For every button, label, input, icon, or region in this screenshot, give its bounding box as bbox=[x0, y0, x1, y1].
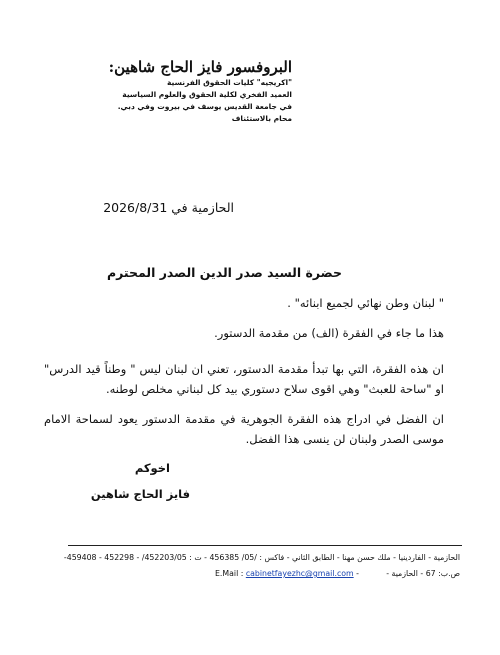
footer-pobox: ص.ب: 67 - الحازمية - bbox=[386, 569, 460, 578]
letterhead-title-line: "اكريجيه" كليات الحقوق الفرنسية bbox=[166, 78, 292, 87]
body-paragraph: ان هذه الفقرة، التي بها تبدأ مقدمة الدستور، تعني ان لبنان ليس " وطناً قيد الدرس" او "ساحة للعبث" وهي اقوى سلاح دستوري بيد كل لبناني مخلص لوطنه. bbox=[44, 362, 444, 396]
footer-email-block bbox=[215, 569, 359, 578]
letterhead bbox=[62, 58, 292, 125]
letter-date: الحازمية في 2026/8/31 bbox=[103, 200, 234, 215]
letterhead-title-line: محام بالاستئناف bbox=[231, 114, 292, 123]
body-paragraph-quote: " لبنان وطن نهائي لجميع ابنائه" . bbox=[287, 296, 444, 310]
salutation: حضرة السيد صدر الدين الصدر المحترم bbox=[106, 265, 342, 280]
letterhead-title-line: العميد الفخري لكلية الحقوق والعلوم السياسية bbox=[122, 90, 292, 99]
footer-contact bbox=[40, 569, 460, 583]
footer-address: الحازمية - الفاردينيا - ملك حسن مهنا - الطابق الثاني - فاكس : /05/ 456385 - ت : 452203/05/ - 452298 - 459408- bbox=[63, 553, 460, 562]
letterhead-title-line: في جامعة القديس يوسف في بيروت وفي دبي. bbox=[117, 102, 292, 111]
email-label: E.Mail : bbox=[215, 569, 246, 578]
body-paragraph: هذا ما جاء في الفقرة (الف) من مقدمة الدستور. bbox=[214, 326, 444, 340]
email-suffix: - bbox=[353, 569, 359, 578]
letterhead-name: البروفسور فايز الحاج شاهين: bbox=[108, 58, 292, 76]
email-link[interactable]: cabinetfayezhc@gmail.com bbox=[245, 569, 354, 578]
body-paragraph: ان الفضل في ادراج هذه الفقرة الجوهرية في مقدمة الدستور يعود لسماحة الامام موسى الصدر ولبنان لن ينسى هذا الفضل. bbox=[44, 412, 444, 446]
footer-divider bbox=[68, 545, 462, 546]
closing: اخوكم bbox=[134, 461, 170, 475]
signature-name: فايز الحاج شاهين bbox=[90, 487, 190, 501]
